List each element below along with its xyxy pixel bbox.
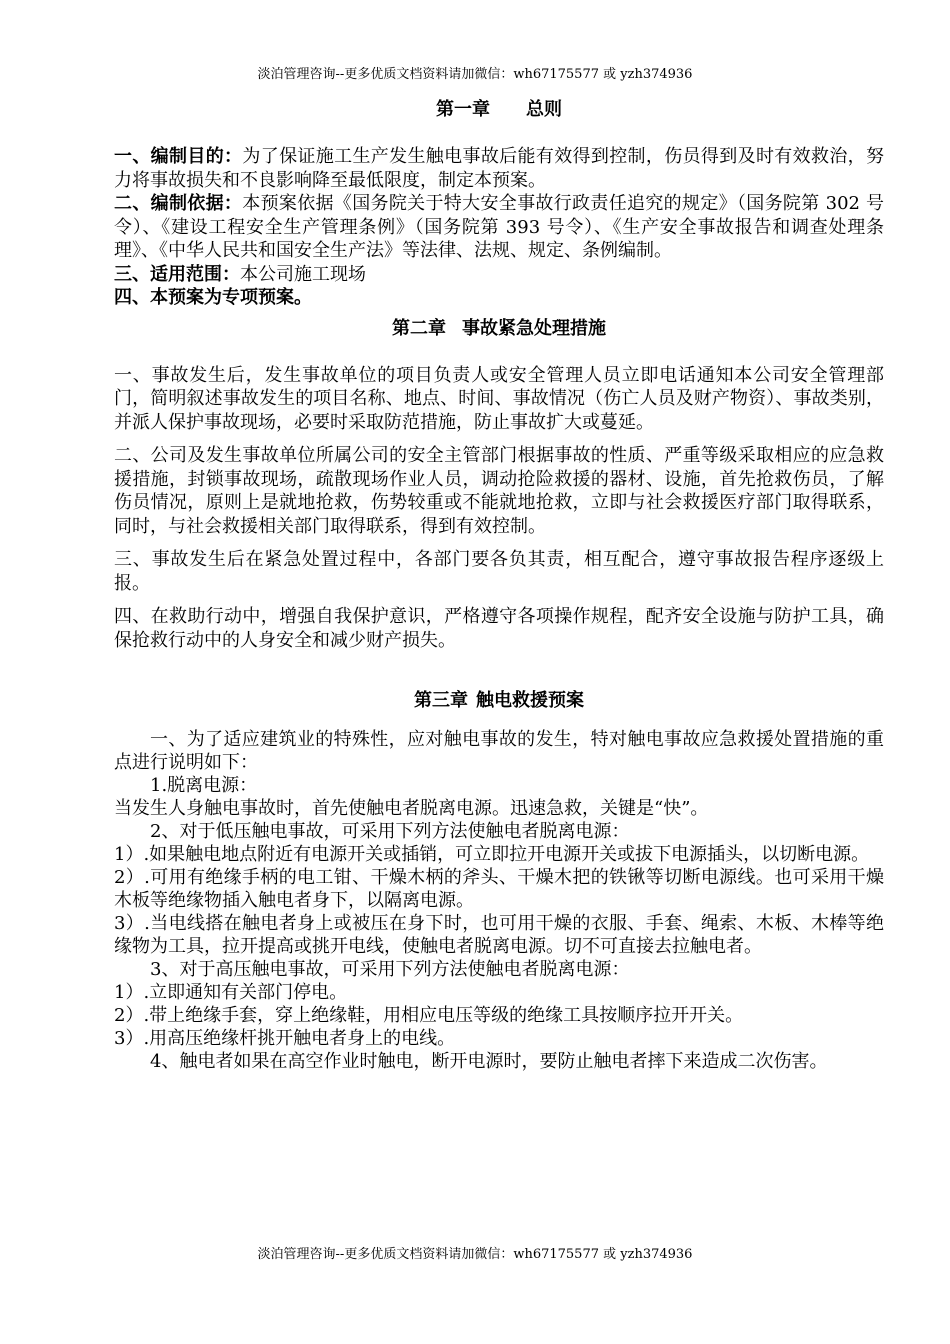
chapter3-name: 触电救援预案 (476, 690, 584, 711)
chapter2-paragraph: 四、在救助行动中，增强自我保护意识，严格遵守各项操作规程，配齐安全设施与防护工具，确保抢救行动中的人身安全和减少财产损失。 (114, 606, 884, 651)
chapter2-paragraph: 三、事故发生后在紧急处置过程中，各部门要各负其责，相互配合，遵守事故报告程序逐级上报。 (114, 549, 884, 594)
chapter3-section (114, 728, 884, 1073)
chapter2-paragraph: 二、公司及发生事故单位所属公司的安全主管部门根据事故的性质、严重等级采取相应的应急救援措施，封锁事故现场，疏散现场作业人员，调动抢险救援的器材、设施，首先抢救伤员，了解伤员情况，原则上是就地抢救，伤势较重或不能就地抢救，立即与社会救援医疗部门取得联系，同时，与社会救援相关部门取得联系，得到有效控制。 (114, 445, 884, 537)
chapter3-line: 当发生人身触电事故时，首先使触电者脱离电源。迅速急救，关键是“快”。 (114, 798, 709, 819)
page-footer: 淡泊管理咨询--更多优质文档资料请加微信：wh67175577 或 yzh374936 (257, 1247, 693, 1262)
chapter2-title (114, 316, 884, 342)
page-header: 淡泊管理咨询--更多优质文档资料请加微信：wh67175577 或 yzh374936 (257, 67, 693, 82)
chapter1-item-purpose (114, 145, 884, 192)
item-label: 二、编制依据： (114, 193, 243, 214)
item-label: 一、编制目的： (114, 146, 243, 167)
chapter1-section (114, 145, 884, 310)
chapter3-line: 4、触电者如果在高空作业时触电，断开电源时，要防止触电者摔下来造成二次伤害。 (150, 1051, 828, 1072)
chapter3-line: 2、对于低压触电事故，可采用下列方法使触电者脱离电源： (150, 821, 630, 842)
chapter1-title (114, 97, 884, 123)
chapter2-number: 第二章 (392, 317, 446, 339)
chapter3-line: 1）.立即通知有关部门停电。 (114, 982, 348, 1003)
chapter2-name: 事故紧急处理措施 (462, 317, 606, 339)
item-text: 为了保证施工生产发生触电事故后能有效得到控制，伤员得到及时有效救治，努力将事故损失和不良影响降至最低限度，制定本预案。 (114, 146, 884, 191)
chapter1-number: 第一章 (436, 99, 490, 120)
chapter1-item-scope (114, 263, 884, 287)
document-body (114, 97, 884, 1073)
chapter2-section (114, 364, 884, 653)
chapter3-line: 2）.可用有绝缘手柄的电工钳、干燥木柄的斧头、干燥木把的铁锹等切断电源线。也可采用干燥木板等绝缘物插入触电者身下，以隔离电源。 (114, 867, 884, 911)
chapter3-line: 3）.当电线搭在触电者身上或被压在身下时，也可用干燥的衣服、手套、绳索、木板、木棒等绝缘物为工具，拉开提高或挑开电线，使触电者脱离电源。切不可直接去拉触电者。 (114, 913, 884, 957)
chapter2-paragraph: 一、事故发生后，发生事故单位的项目负责人或安全管理人员立即电话通知本公司安全管理部门，简明叙述事故发生的项目名称、地点、时间、事故情况（伤亡人员及财产物资）、事故类别，并派人保护事故现场，必要时采取防范措施，防止事故扩大或蔓延。 (114, 364, 884, 433)
chapter3-number: 第三章 (414, 690, 468, 711)
item-label: 三、适用范围： (114, 263, 240, 285)
chapter3-line: 1.脱离电源： (150, 775, 258, 796)
chapter3-line: 一、为了适应建筑业的特殊性，应对触电事故的发生，特对触电事故应急救援处置措施的重点进行说明如下： (114, 729, 884, 773)
chapter3-line: 1）.如果触电地点附近有电源开关或插销，可立即拉开电源开关或拔下电源插头，以切断电源。 (114, 844, 870, 865)
chapter3-line: 3、对于高压触电事故，可采用下列方法使触电者脱离电源： (150, 959, 630, 980)
chapter1-item-type (114, 286, 884, 310)
chapter3-line: 2）.带上绝缘手套，穿上绝缘鞋，用相应电压等级的绝缘工具按顺序拉开开关。 (114, 1005, 744, 1026)
item-label: 四、本预案为专项预案。 (114, 287, 312, 308)
chapter3-line: 3）.用高压绝缘杆挑开触电者身上的电线。 (114, 1028, 456, 1049)
item-text: 本公司施工现场 (240, 263, 366, 285)
item-text: 本预案依据《国务院关于特大安全事故行政责任追究的规定》（国务院第 302 号令）、《建设工程安全生产管理条例》（国务院第 393 号令）、《生产安全事故报告和调查处理条理》、《中华人民共和国安全生产法》等法律、法规、规定、条例编制。 (114, 193, 885, 261)
chapter1-item-basis (114, 192, 884, 263)
chapter1-name: 总则 (526, 99, 562, 120)
chapter3-title (114, 688, 884, 714)
